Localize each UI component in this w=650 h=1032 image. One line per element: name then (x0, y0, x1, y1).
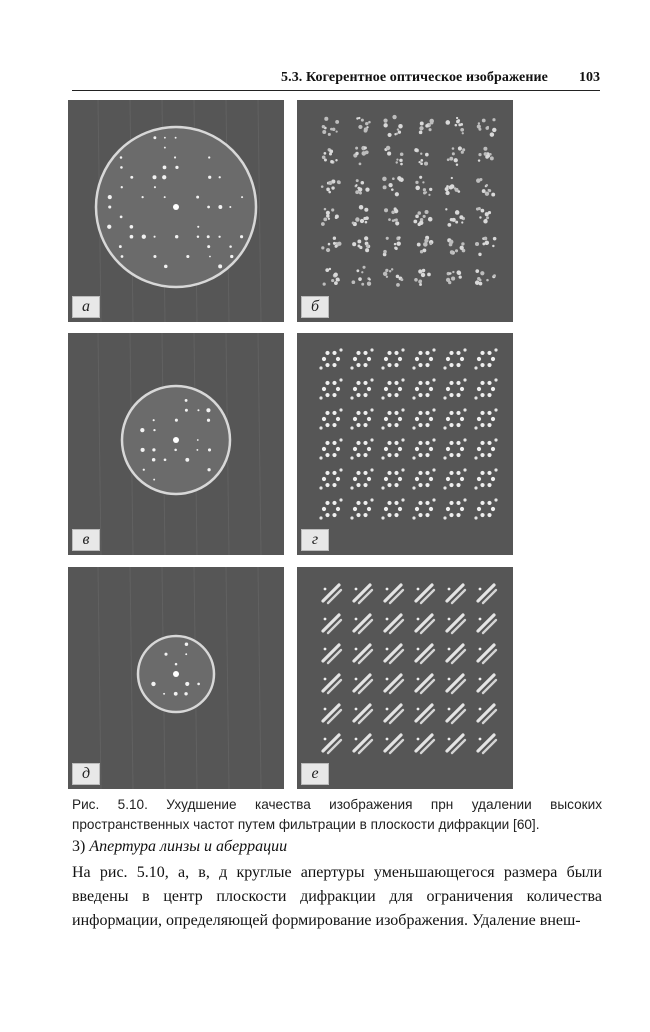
panel-label-d: д (72, 763, 100, 785)
diffraction-pattern-a (68, 100, 284, 322)
section-title: Апертура линзы и аберрации (89, 838, 288, 855)
panel-label-b: б (301, 296, 329, 318)
figure-panel-b (297, 100, 513, 322)
molecular-image-e (297, 567, 513, 789)
page-number: 103 (579, 70, 600, 85)
panel-label-g: г (301, 529, 329, 551)
molecular-image-b (297, 100, 513, 322)
panel-label-v: в (72, 529, 100, 551)
panel-label-e: е (301, 763, 329, 785)
figure-panel-v (68, 333, 284, 555)
diffraction-pattern-v (68, 333, 284, 555)
running-head-title: 5.3. Когерентное оптическое изображение (281, 70, 548, 85)
molecular-image-g (297, 333, 513, 555)
figure-panel-g (297, 333, 513, 555)
body-paragraph: На рис. 5.10, а, в, д круглые апертуры уменьшающегося размера были введены в центр плоскости дифракции для ограничения количества информации, определяющей формирование изображения. Удаление внеш- (72, 864, 602, 929)
panel-label-a: а (72, 296, 100, 318)
section-number: 3) (72, 838, 86, 855)
running-head (72, 68, 600, 91)
figure-panel-e (297, 567, 513, 789)
figure-caption: Рис. 5.10. Ухудшение качества изображения прн удалении высоких пространственных частот путем фильтрации в плоскости дифракции [60]. (72, 797, 602, 832)
figure-panel-d (68, 567, 284, 789)
figure-panel-a (68, 100, 284, 322)
diffraction-pattern-d (68, 567, 284, 789)
section-heading (72, 837, 602, 857)
